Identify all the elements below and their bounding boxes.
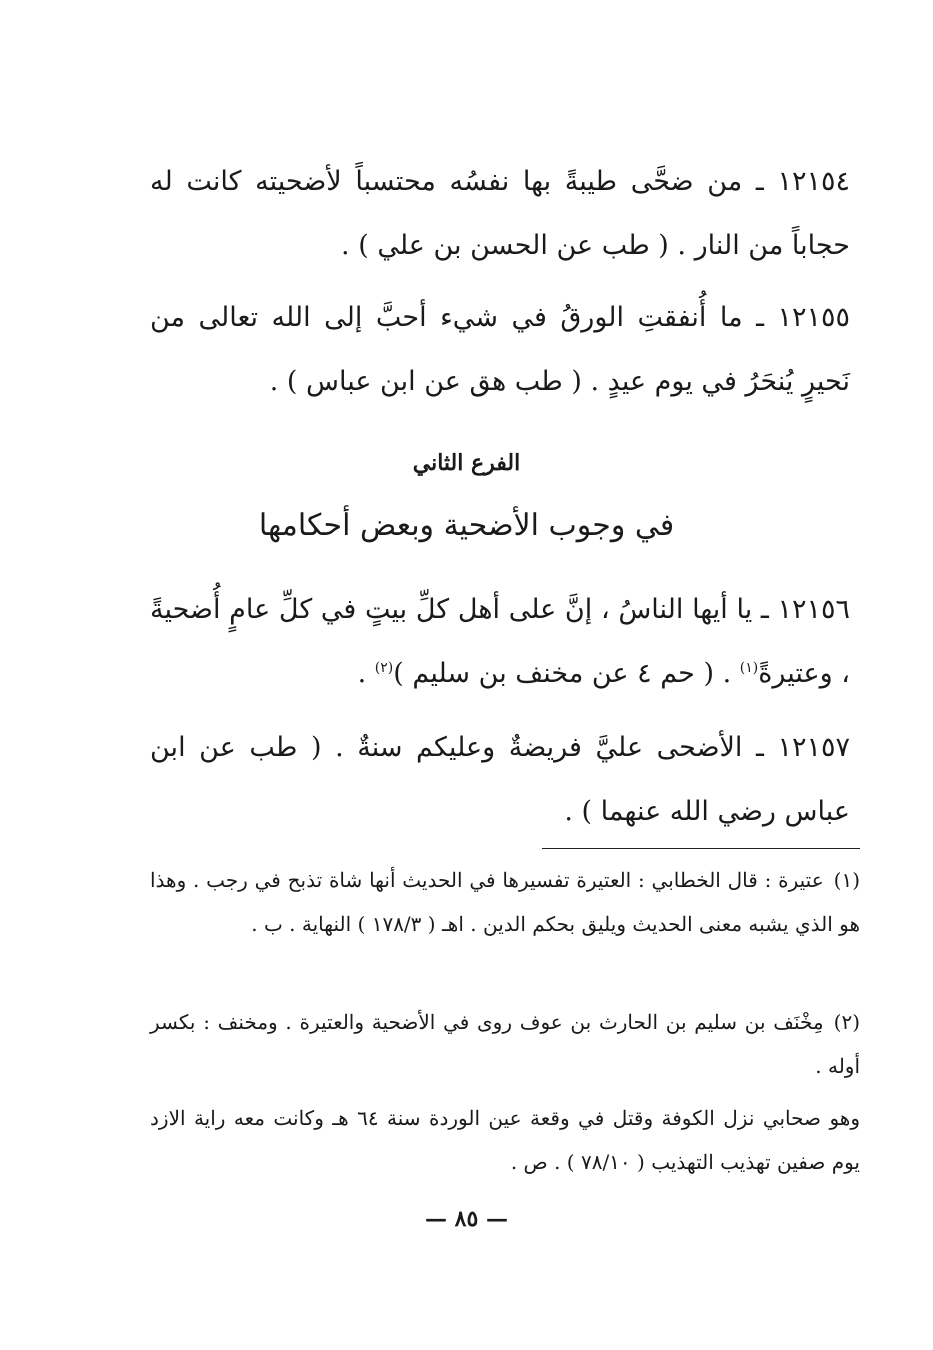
footnote-divider xyxy=(542,848,860,849)
hadith-text: ١٢١٥٥ ـ ما أُنفقتِ الورقُ في شيء أحبَّ إلى الله تعالى من نَحيرٍ يُنحَرُ في يوم عيدٍ . ( طب هق عن ابن عباس ) . xyxy=(150,302,850,397)
footnote-ref-1: (١) xyxy=(739,660,759,676)
hadith-text: ١٢١٥٤ ـ من ضحَّى طيبةً بها نفسُه محتسباً لأضحيته كانت له حجاباً من النار . ( طب عن الحسن بن علي ) . xyxy=(150,166,850,261)
footnote-text: عتيرة : قال الخطابي : العتيرة تفسيرها في الحديث أنها شاة تذبح في رجب . وهذا هو الذي يشبه معنى الحديث ويليق بحكم الدين . اهـ ( ١٧٨/٣ ) النهاية . ب . xyxy=(150,868,860,936)
hadith-12155 xyxy=(150,286,850,414)
section-subtitle: الفرع الثاني xyxy=(412,450,521,476)
hadith-text xyxy=(150,578,850,706)
footnote-text: وهو صحابي نزل الكوفة وقتل في وقعة عين الوردة سنة ٦٤ هـ وكانت معه راية الازد يوم صفين تهذيب التهذيب ( ٧٨/١٠ ) . ص . xyxy=(150,1106,860,1174)
footnote-1 xyxy=(150,858,860,946)
footnote-number: (٢) xyxy=(833,1010,860,1034)
hadith-12156 xyxy=(150,578,850,706)
section-title: في وجوب الأضحية وبعض أحكامها xyxy=(258,508,675,543)
footnote-text: مِخْنَف بن سليم بن الحارث بن عوف روى في الأضحية والعتيرة . ومخنف : بكسر أوله . xyxy=(150,1010,860,1078)
footnote-number: (١) xyxy=(833,868,860,892)
hadith-12154 xyxy=(150,150,850,278)
hadith-text-part: . ( حم ٤ عن مخنف بن سليم ) xyxy=(393,658,740,689)
hadith-text-part: . xyxy=(357,658,375,689)
page-number: — ٨٥ — xyxy=(425,1206,508,1232)
footnote-continuation xyxy=(150,1096,860,1184)
hadith-text: ١٢١٥٧ ـ الأضحى عليَّ فريضةٌ وعليكم سنةٌ . ( طب عن ابن عباس رضي الله عنهما ) . xyxy=(150,732,850,827)
hadith-text-part: ١٢١٥٦ ـ يا أيها الناسُ ، إنَّ على أهل كلِّ بيتٍ في كلِّ عامٍ أُضحيةً ، وعتيرةً xyxy=(150,594,850,689)
hadith-12157 xyxy=(150,716,850,844)
footnote-ref-2: (٢) xyxy=(374,660,394,676)
footnote-2 xyxy=(150,1000,860,1088)
